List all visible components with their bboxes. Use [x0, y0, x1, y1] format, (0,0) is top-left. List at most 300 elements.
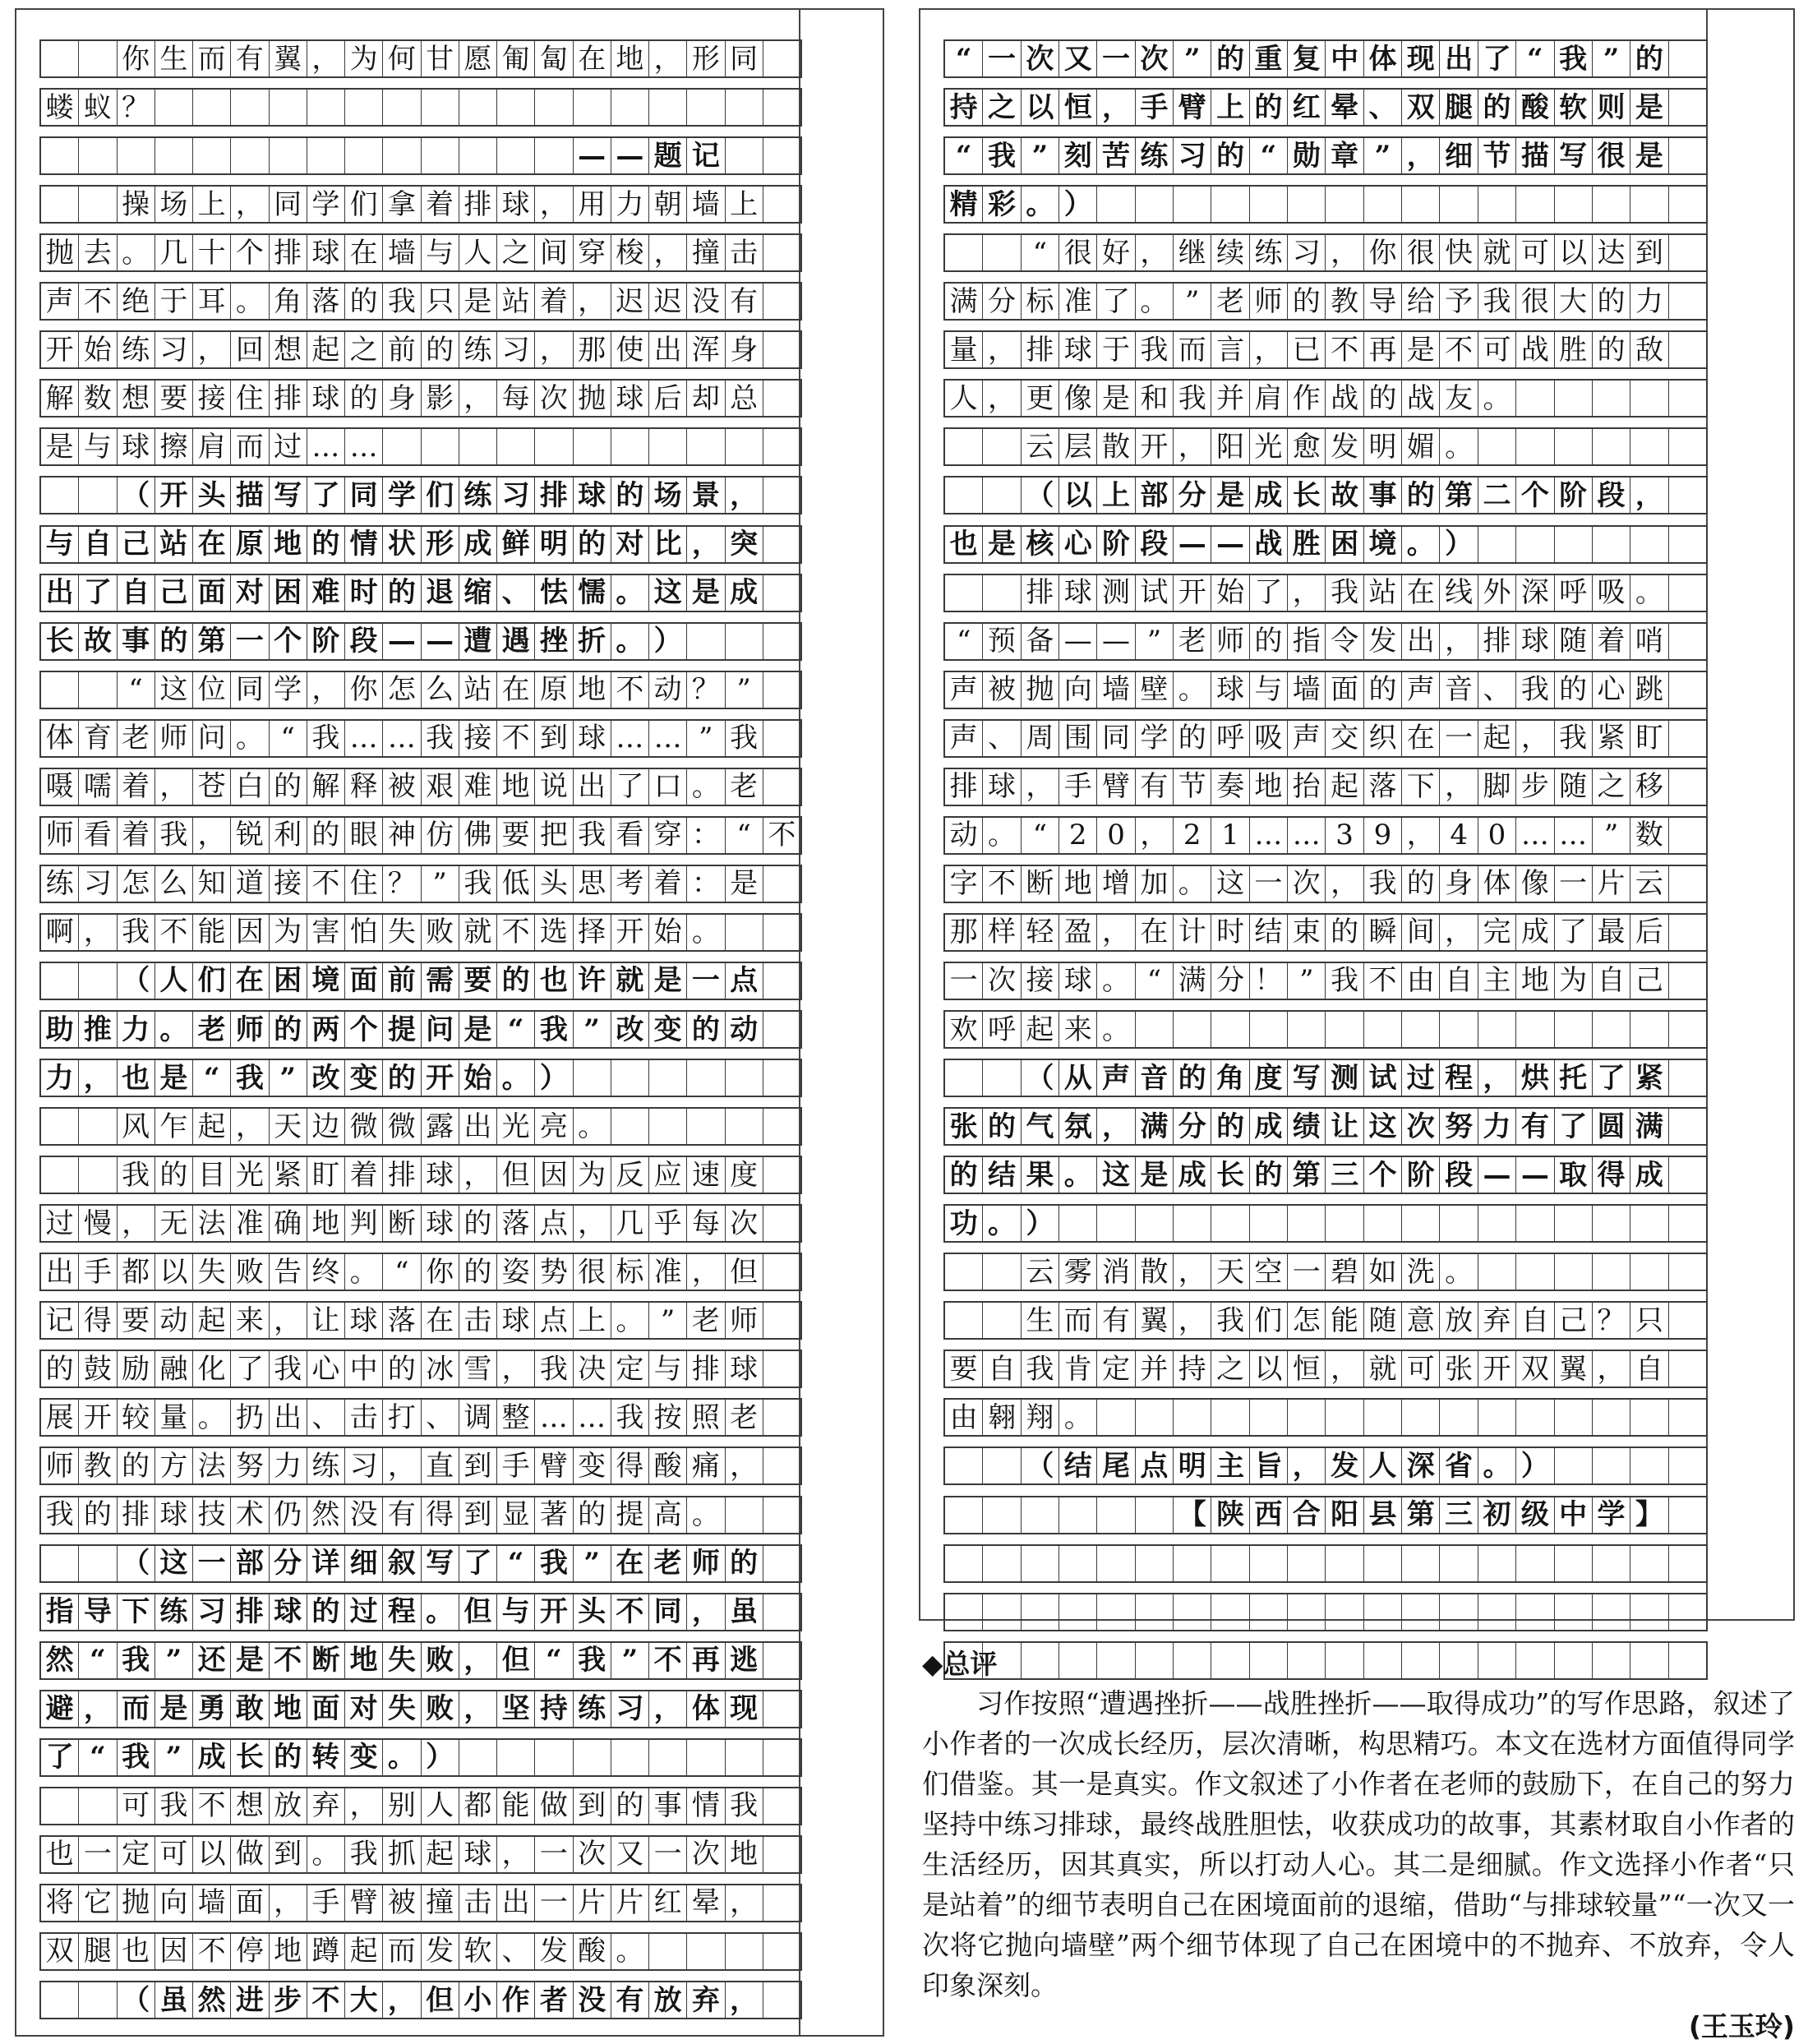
- grid-cell: 的: [1363, 381, 1401, 416]
- grid-cell: 怎: [1287, 1303, 1325, 1338]
- grid-cell: [1668, 1157, 1706, 1193]
- grid-cell: 按: [648, 1400, 686, 1435]
- grid-cell: 我: [155, 818, 192, 853]
- grid-cell: 接: [1021, 963, 1059, 999]
- grid-cell: 人: [949, 381, 978, 415]
- grid-cell: 但: [421, 1982, 459, 2018]
- grid-cell: 也: [949, 528, 978, 561]
- grid-cell: 亮: [534, 1109, 572, 1144]
- grid-cell: ，: [534, 332, 572, 367]
- manuscript-line: [943, 282, 1708, 321]
- grid-cell: 一: [192, 1546, 230, 1581]
- grid-cell: ，: [1135, 235, 1173, 270]
- grid-cell: [763, 1351, 800, 1387]
- grid-cell: 对: [611, 527, 648, 562]
- grid-cell: 己: [117, 527, 155, 562]
- grid-cell: 师: [1249, 284, 1287, 319]
- grid-cell: 发: [534, 1934, 572, 1969]
- grid-cell: 光: [230, 1157, 268, 1193]
- grid-cell: [725, 1109, 763, 1144]
- grid-cell: [1211, 1546, 1248, 1581]
- grid-cell: 我: [421, 721, 459, 756]
- grid-cell: —: [573, 138, 611, 173]
- grid-cell: 习: [496, 478, 534, 513]
- grid-cell: 师: [155, 721, 192, 756]
- grid-cell: 的: [1401, 478, 1439, 513]
- grid-cell: 后: [648, 381, 686, 416]
- grid-cell: ”: [1287, 963, 1325, 999]
- grid-cell: [982, 1303, 1020, 1338]
- grid-cell: 之: [1592, 769, 1630, 805]
- grid-cell: 圆: [1592, 1109, 1630, 1144]
- grid-cell: 住: [230, 381, 268, 416]
- grid-cell: [1478, 429, 1515, 464]
- grid-cell: [1021, 1497, 1059, 1533]
- grid-cell: 练: [1135, 138, 1173, 173]
- grid-cell: 0: [1096, 818, 1134, 853]
- grid-cell: 量: [949, 333, 978, 367]
- grid-cell: 手: [78, 1254, 116, 1290]
- grid-cell: [1287, 1012, 1325, 1047]
- grid-cell: [1668, 41, 1706, 76]
- grid-cell: [763, 866, 800, 902]
- grid-cell: “: [78, 1740, 116, 1775]
- grid-cell: 云: [1021, 429, 1059, 464]
- manuscript-line: [943, 671, 1708, 709]
- grid-cell: 复: [1287, 41, 1325, 76]
- grid-cell: 光: [1249, 429, 1287, 464]
- grid-cell: 成: [192, 1740, 230, 1775]
- grid-cell: 盯: [1630, 721, 1667, 756]
- grid-cell: [1668, 866, 1706, 902]
- grid-cell: 。: [1059, 1400, 1096, 1435]
- grid-cell: 球: [1059, 575, 1096, 611]
- grid-cell: ，: [344, 1788, 382, 1824]
- grid-cell: [763, 1157, 800, 1193]
- manuscript-line: [943, 1593, 1708, 1631]
- grid-cell: ？: [1592, 1303, 1630, 1338]
- grid-cell: 主: [1478, 963, 1515, 999]
- grid-cell: 朝: [648, 187, 686, 222]
- grid-cell: ，: [496, 1837, 534, 1872]
- grid-cell: 边: [307, 1109, 344, 1144]
- grid-cell: “: [955, 42, 972, 76]
- grid-cell: 角: [1211, 1060, 1248, 1096]
- grid-cell: 己: [1630, 963, 1667, 999]
- grid-cell: [982, 478, 1020, 513]
- grid-cell: 着: [1592, 624, 1630, 659]
- grid-cell: 到: [1630, 235, 1667, 270]
- grid-cell: [1059, 1546, 1096, 1581]
- grid-cell: 空: [1249, 1254, 1287, 1290]
- grid-cell: [725, 1497, 763, 1533]
- grid-cell: 中: [1325, 41, 1363, 76]
- grid-cell: 的: [611, 478, 648, 513]
- grid-cell: [763, 1740, 800, 1775]
- grid-cell: [725, 1934, 763, 1969]
- grid-cell: （: [1021, 1060, 1059, 1096]
- grid-cell: 放: [648, 1982, 686, 2018]
- grid-cell: 点: [534, 1303, 572, 1338]
- grid-cell: ”: [573, 1546, 611, 1581]
- grid-cell: 么: [421, 672, 459, 708]
- grid-cell: 要: [496, 818, 534, 853]
- grid-cell: 、: [496, 1934, 534, 1969]
- grid-cell: 次: [534, 381, 572, 416]
- grid-cell: 身: [725, 332, 763, 367]
- grid-cell: 是: [1135, 1157, 1173, 1193]
- grid-cell: ”: [686, 721, 724, 756]
- grid-cell: 心: [1059, 527, 1096, 562]
- grid-cell: 自: [78, 527, 116, 562]
- grid-cell: 直: [421, 1448, 459, 1483]
- grid-cell: 后: [1630, 915, 1667, 950]
- grid-cell: 县: [1363, 1497, 1401, 1533]
- grid-cell: 个: [344, 1012, 382, 1047]
- grid-cell: （: [117, 478, 155, 513]
- grid-cell: 提: [382, 1012, 420, 1047]
- grid-cell: [1363, 1594, 1401, 1630]
- grid-cell: 结: [1059, 1448, 1096, 1483]
- grid-cell: 解: [45, 381, 74, 415]
- grid-cell: 度: [725, 1157, 763, 1193]
- grid-cell: ，: [1515, 721, 1553, 756]
- grid-cell: [1630, 1448, 1667, 1483]
- grid-cell: 困: [269, 963, 307, 999]
- grid-cell: 细: [1439, 138, 1477, 173]
- grid-cell: 、: [1478, 672, 1515, 708]
- grid-cell: 的: [1325, 915, 1363, 950]
- grid-cell: 。: [611, 575, 648, 611]
- grid-cell: 了: [1592, 1060, 1630, 1096]
- grid-cell: [1668, 1206, 1706, 1241]
- grid-cell: 随: [1363, 1303, 1401, 1338]
- grid-cell: 省: [1439, 1448, 1477, 1483]
- grid-cell: 抛: [1021, 672, 1059, 708]
- grid-cell: 鲜: [496, 527, 534, 562]
- grid-cell: 盈: [1059, 915, 1096, 950]
- grid-cell: 点: [1135, 1448, 1173, 1483]
- grid-cell: 声: [949, 673, 978, 707]
- grid-cell: [1554, 187, 1592, 222]
- grid-cell: 呼: [982, 1012, 1020, 1047]
- grid-cell: —: [1173, 527, 1211, 562]
- grid-cell: 考: [611, 866, 648, 902]
- grid-cell: 满: [949, 284, 978, 318]
- grid-cell: [1515, 1254, 1553, 1290]
- grid-cell: [1668, 818, 1706, 853]
- grid-cell: 呼: [1211, 721, 1248, 756]
- grid-cell: 球: [344, 1303, 382, 1338]
- grid-cell: [611, 1109, 648, 1144]
- grid-cell: “: [1249, 138, 1287, 173]
- grid-cell: 练: [45, 867, 74, 901]
- grid-cell: 步: [1515, 769, 1553, 805]
- manuscript-line: [39, 1446, 802, 1485]
- grid-cell: 动: [648, 672, 686, 708]
- grid-cell: 第: [1401, 1497, 1439, 1533]
- grid-cell: [307, 90, 344, 125]
- grid-cell: 标: [1021, 284, 1059, 319]
- grid-cell: 。: [686, 915, 724, 950]
- grid-cell: 在: [421, 1303, 459, 1338]
- grid-cell: 在: [1401, 721, 1439, 756]
- grid-cell: 然: [307, 1497, 344, 1533]
- grid-cell: 西: [1249, 1497, 1287, 1533]
- grid-cell: 写: [421, 1546, 459, 1581]
- grid-cell: 起: [1478, 721, 1515, 756]
- grid-cell: [496, 1740, 534, 1775]
- grid-cell: 层: [1059, 429, 1096, 464]
- grid-cell: 。: [1173, 866, 1211, 902]
- grid-cell: 予: [1439, 284, 1477, 319]
- grid-cell: ，: [534, 187, 572, 222]
- grid-cell: [686, 1060, 724, 1096]
- grid-cell: 抬: [1287, 769, 1325, 805]
- grid-cell: 。: [1096, 1012, 1134, 1047]
- grid-cell: “: [1021, 818, 1059, 853]
- grid-cell: 排: [382, 1157, 420, 1193]
- grid-cell: [421, 429, 459, 464]
- grid-cell: ”: [269, 1060, 307, 1096]
- grid-cell: 但: [496, 1157, 534, 1193]
- grid-cell: [1363, 187, 1401, 222]
- grid-cell: [763, 187, 800, 222]
- grid-cell: 次: [1401, 1109, 1439, 1144]
- grid-cell: 努: [1439, 1109, 1477, 1144]
- grid-cell: ，: [307, 672, 344, 708]
- manuscript-line: [943, 1059, 1708, 1097]
- grid-cell: 抛: [45, 236, 74, 270]
- grid-cell: 得: [1592, 1157, 1630, 1193]
- grid-cell: 于: [155, 284, 192, 319]
- grid-cell: 发: [1325, 429, 1363, 464]
- grid-cell: 敌: [1630, 332, 1667, 367]
- grid-cell: 我: [117, 1157, 155, 1193]
- manuscript-line: [39, 1253, 802, 1291]
- grid-cell: 虽: [725, 1594, 763, 1630]
- grid-cell: 为: [269, 915, 307, 950]
- grid-cell: 练: [573, 1691, 611, 1727]
- grid-cell: 确: [269, 1206, 307, 1241]
- grid-cell: 别: [382, 1788, 420, 1824]
- grid-cell: 。: [307, 1837, 344, 1872]
- manuscript-line: [39, 233, 802, 272]
- grid-cell: 场: [648, 478, 686, 513]
- grid-cell: 臂: [1173, 90, 1211, 125]
- grid-cell: 然: [45, 1644, 74, 1677]
- grid-cell: 口: [648, 769, 686, 805]
- grid-cell: 不: [611, 672, 648, 708]
- grid-cell: 练: [307, 1448, 344, 1483]
- grid-cell: 十: [192, 235, 230, 270]
- grid-cell: 周: [1021, 721, 1059, 756]
- grid-cell: 落: [307, 284, 344, 319]
- grid-cell: 恒: [1287, 1351, 1325, 1387]
- grid-cell: [1096, 1594, 1134, 1630]
- grid-cell: 测: [1325, 1060, 1363, 1096]
- grid-cell: 愈: [1287, 429, 1325, 464]
- grid-cell: 一: [686, 963, 724, 999]
- manuscript-line: [943, 39, 1708, 78]
- grid-cell: [1668, 284, 1706, 319]
- grid-cell: 为: [1554, 963, 1592, 999]
- grid-cell: 臂: [1096, 769, 1134, 805]
- grid-cell: “: [1135, 963, 1173, 999]
- grid-cell: 看: [78, 818, 116, 853]
- grid-cell: [192, 90, 230, 125]
- grid-cell: “: [496, 1546, 534, 1581]
- grid-cell: 到: [534, 721, 572, 756]
- grid-cell: 球: [1059, 332, 1096, 367]
- grid-cell: …: [534, 1400, 572, 1435]
- grid-cell: 很: [1592, 138, 1630, 173]
- grid-cell: 害: [307, 915, 344, 950]
- grid-cell: 转: [307, 1740, 344, 1775]
- grid-cell: 排: [269, 235, 307, 270]
- grid-cell: 耳: [192, 284, 230, 319]
- grid-cell: 核: [1021, 527, 1059, 562]
- grid-cell: 。: [686, 1497, 724, 1533]
- grid-cell: …: [344, 429, 382, 464]
- grid-cell: 每: [686, 1206, 724, 1241]
- grid-cell: 手: [1059, 769, 1096, 805]
- grid-cell: [1096, 1206, 1134, 1241]
- grid-cell: 学: [1135, 721, 1173, 756]
- grid-cell: 中: [1554, 1497, 1592, 1533]
- grid-cell: [1478, 1012, 1515, 1047]
- manuscript-line: [39, 88, 802, 127]
- grid-cell: [1401, 187, 1439, 222]
- grid-cell: 地: [344, 1643, 382, 1678]
- grid-cell: 己: [1554, 1303, 1592, 1338]
- grid-cell: 战: [1249, 527, 1287, 562]
- grid-cell: 解: [307, 769, 344, 805]
- grid-cell: [78, 1109, 116, 1144]
- grid-cell: 得: [611, 1448, 648, 1483]
- grid-cell: 的: [1211, 41, 1248, 76]
- grid-cell: 苦: [1096, 138, 1134, 173]
- grid-cell: 彩: [982, 187, 1020, 222]
- grid-cell: [573, 429, 611, 464]
- grid-cell: 3: [1325, 818, 1363, 853]
- grid-cell: “: [269, 721, 307, 756]
- manuscript-line: [39, 671, 802, 709]
- grid-cell: “: [192, 1060, 230, 1096]
- grid-cell: 了: [230, 1351, 268, 1387]
- grid-cell: [1515, 1400, 1553, 1435]
- grid-cell: 开: [1478, 1351, 1515, 1387]
- grid-cell: 战: [1515, 332, 1553, 367]
- grid-cell: [1478, 1594, 1515, 1630]
- grid-cell: ，: [1135, 818, 1173, 853]
- grid-cell: [1059, 1206, 1096, 1241]
- grid-cell: 情: [686, 1788, 724, 1824]
- grid-cell: 球: [496, 1303, 534, 1338]
- grid-cell: 的: [78, 1497, 116, 1533]
- grid-cell: [1249, 1206, 1287, 1241]
- grid-cell: ？: [117, 90, 155, 125]
- grid-cell: 展: [45, 1400, 74, 1434]
- grid-cell: 球: [269, 1594, 307, 1630]
- grid-cell: 怕: [344, 915, 382, 950]
- grid-cell: [1287, 1594, 1325, 1630]
- grid-cell: 酸: [573, 1934, 611, 1969]
- grid-cell: 了: [1554, 915, 1592, 950]
- grid-cell: 跳: [1630, 672, 1667, 708]
- grid-cell: [611, 1060, 648, 1096]
- grid-cell: [459, 138, 496, 173]
- grid-cell: [534, 138, 572, 173]
- grid-cell: 我: [1515, 672, 1553, 708]
- grid-cell: 出: [1401, 624, 1439, 659]
- grid-cell: 写: [269, 478, 307, 513]
- grid-cell: 慢: [78, 1206, 116, 1241]
- grid-cell: 束: [1287, 915, 1325, 950]
- grid-cell: 恒: [1059, 90, 1096, 125]
- grid-cell: 是: [230, 1643, 268, 1678]
- grid-cell: …: [1554, 818, 1592, 853]
- grid-cell: 提: [611, 1497, 648, 1533]
- grid-cell: 氛: [1059, 1109, 1096, 1144]
- grid-cell: 老: [686, 1303, 724, 1338]
- grid-cell: “: [1021, 235, 1059, 270]
- grid-cell: 出: [459, 1109, 496, 1144]
- manuscript-line: [943, 816, 1708, 855]
- grid-cell: 地: [1249, 769, 1287, 805]
- grid-cell: [1439, 1206, 1477, 1241]
- grid-cell: 织: [1363, 721, 1401, 756]
- grid-cell: 情: [344, 527, 382, 562]
- grid-cell: 持: [1173, 1351, 1211, 1387]
- grid-cell: 匐: [534, 41, 572, 76]
- grid-cell: 如: [1363, 1254, 1401, 1290]
- grid-cell: 声: [1287, 721, 1325, 756]
- grid-cell: 腿: [1439, 90, 1477, 125]
- grid-cell: [78, 1157, 116, 1193]
- grid-cell: 、: [1363, 90, 1401, 125]
- grid-cell: 没: [344, 1497, 382, 1533]
- grid-cell: ？: [382, 866, 420, 902]
- grid-cell: 师: [725, 1303, 763, 1338]
- grid-cell: 我: [1173, 381, 1211, 416]
- grid-cell: 了: [1249, 575, 1287, 611]
- grid-cell: …: [1287, 818, 1325, 853]
- grid-cell: 遭: [459, 624, 496, 659]
- grid-cell: 9: [1363, 818, 1401, 853]
- grid-cell: 次: [982, 963, 1020, 999]
- grid-cell: 同: [1096, 721, 1134, 756]
- grid-cell: 一: [230, 624, 268, 659]
- grid-cell: [945, 429, 982, 464]
- grid-cell: 了: [1096, 284, 1134, 319]
- grid-cell: 。: [1173, 672, 1211, 708]
- grid-cell: 仍: [269, 1497, 307, 1533]
- grid-cell: 师: [45, 819, 74, 852]
- grid-cell: [763, 915, 800, 950]
- grid-cell: 有: [1515, 1109, 1553, 1144]
- grid-cell: 育: [78, 721, 116, 756]
- grid-cell: …: [1515, 818, 1553, 853]
- grid-cell: [1554, 1448, 1592, 1483]
- grid-cell: 节: [1478, 138, 1515, 173]
- grid-cell: （: [117, 1546, 155, 1581]
- grid-cell: 事: [117, 624, 155, 659]
- grid-cell: 得: [421, 1497, 459, 1533]
- grid-cell: ，: [230, 187, 268, 222]
- grid-cell: 将: [45, 1886, 74, 1920]
- grid-cell: 并: [1211, 381, 1248, 416]
